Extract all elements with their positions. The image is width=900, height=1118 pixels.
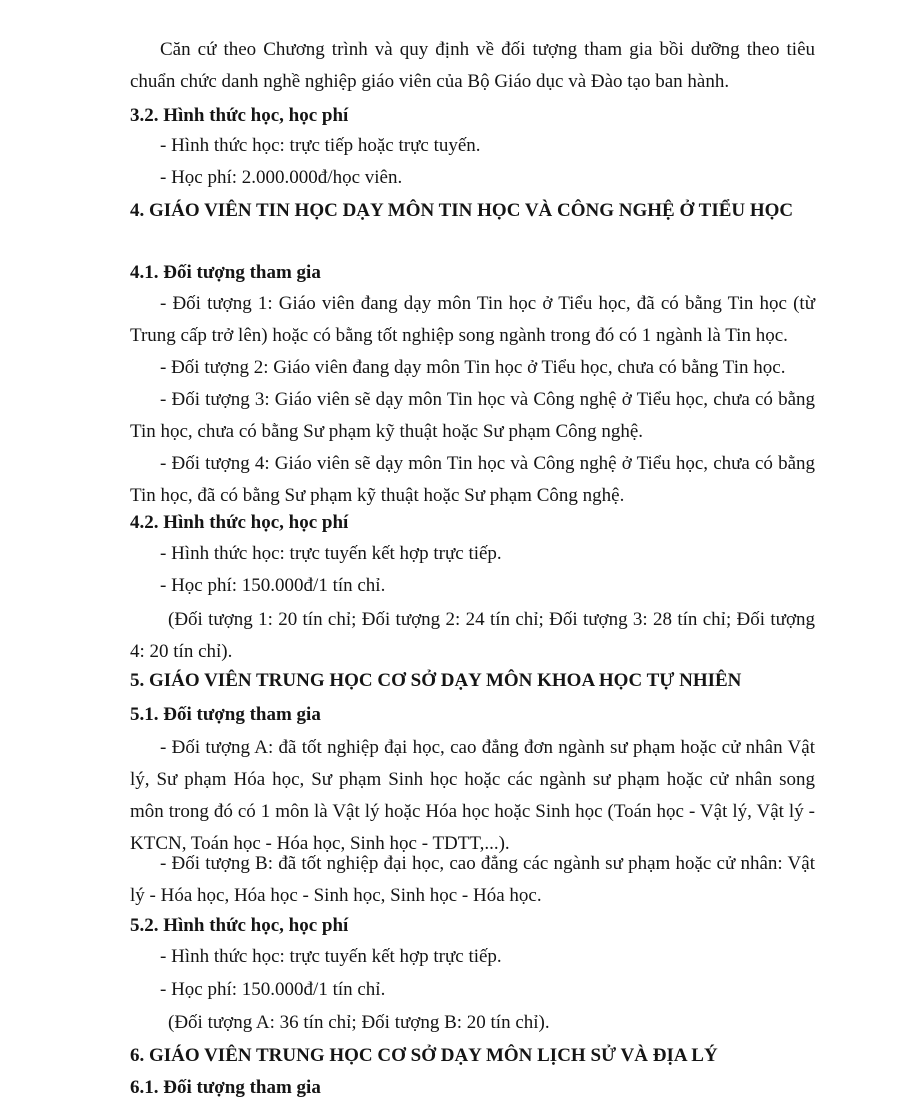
heading-section-5: 5. GIÁO VIÊN TRUNG HỌC CƠ SỞ DẠY MÔN KHOA HỌC TỰ NHIÊN: [130, 670, 742, 691]
s5-1-item-a: - Đối tượng A: đã tốt nghiệp đại học, cao đẳng đơn ngành sư phạm hoặc cử nhân Vật lý, Sư phạm Hóa học, Sư phạm Sinh học hoặc các ngành sư phạm hoặc cử nhân song môn trong đó có 1 môn là Vật lý hoặc Hóa học hoặc Sinh học (Toán học - Vật lý, Vật lý - KTCN, Toán học - Hóa học, Sinh học - TDTT,...).: [130, 737, 815, 854]
s4-1-item-3: - Đối tượng 3: Giáo viên sẽ dạy môn Tin học và Công nghệ ở Tiểu học, chưa có bằng Tin học, chưa có bằng Sư phạm kỹ thuật hoặc Sư phạm Công nghệ.: [130, 389, 815, 442]
s4-2-form: - Hình thức học: trực tuyến kết hợp trực tiếp.: [160, 543, 502, 564]
s4-1-item-1: - Đối tượng 1: Giáo viên đang dạy môn Tin học ở Tiểu học, đã có bằng Tin học (từ Trung cấp trở lên) hoặc có bằng tốt nghiệp song ngành trong đó có 1 ngành là Tin học.: [130, 293, 815, 346]
intro-paragraph: Căn cứ theo Chương trình và quy định về đối tượng tham gia bồi dưỡng theo tiêu chuẩn chức danh nghề nghiệp giáo viên của Bộ Giáo dục và Đào tạo ban hành.: [130, 39, 815, 92]
heading-section-6: 6. GIÁO VIÊN TRUNG HỌC CƠ SỞ DẠY MÔN LỊCH SỬ VÀ ĐỊA LÝ: [130, 1045, 718, 1066]
heading-5-2: 5.2. Hình thức học, học phí: [130, 915, 349, 936]
s4-2-fee: - Học phí: 150.000đ/1 tín chỉ.: [160, 575, 386, 596]
heading-5-1: 5.1. Đối tượng tham gia: [130, 704, 321, 725]
s4-1-item-4: - Đối tượng 4: Giáo viên sẽ dạy môn Tin học và Công nghệ ở Tiểu học, chưa có bằng Tin học, đã có bằng Sư phạm kỹ thuật hoặc Sư phạm Công nghệ.: [130, 453, 815, 506]
heading-3-2: 3.2. Hình thức học, học phí: [130, 105, 349, 126]
s5-1-item-b: - Đối tượng B: đã tốt nghiệp đại học, cao đẳng các ngành sư phạm hoặc cử nhân: Vật lý - Hóa học, Hóa học - Sinh học, Sinh học - Hóa học.: [130, 853, 815, 906]
s3-2-form: - Hình thức học: trực tiếp hoặc trực tuyến.: [160, 135, 481, 156]
heading-4-1: 4.1. Đối tượng tham gia: [130, 262, 321, 283]
s5-2-form: - Hình thức học: trực tuyến kết hợp trực tiếp.: [160, 946, 502, 967]
s5-2-note: (Đối tượng A: 36 tín chỉ; Đối tượng B: 20 tín chỉ).: [168, 1012, 550, 1033]
heading-4-2: 4.2. Hình thức học, học phí: [130, 512, 349, 533]
heading-6-1: 6.1. Đối tượng tham gia: [130, 1077, 321, 1098]
s5-2-fee: - Học phí: 150.000đ/1 tín chỉ.: [160, 979, 386, 1000]
s4-2-note: (Đối tượng 1: 20 tín chỉ; Đối tượng 2: 24 tín chỉ; Đối tượng 3: 28 tín chỉ; Đối tượng 4: 20 tín chỉ).: [130, 609, 815, 662]
s3-2-fee: - Học phí: 2.000.000đ/học viên.: [160, 167, 403, 188]
heading-section-4: 4. GIÁO VIÊN TIN HỌC DẠY MÔN TIN HỌC VÀ CÔNG NGHỆ Ở TIỂU HỌC: [130, 200, 794, 221]
s4-1-item-2: - Đối tượng 2: Giáo viên đang dạy môn Tin học ở Tiểu học, chưa có bằng Tin học.: [160, 357, 786, 378]
